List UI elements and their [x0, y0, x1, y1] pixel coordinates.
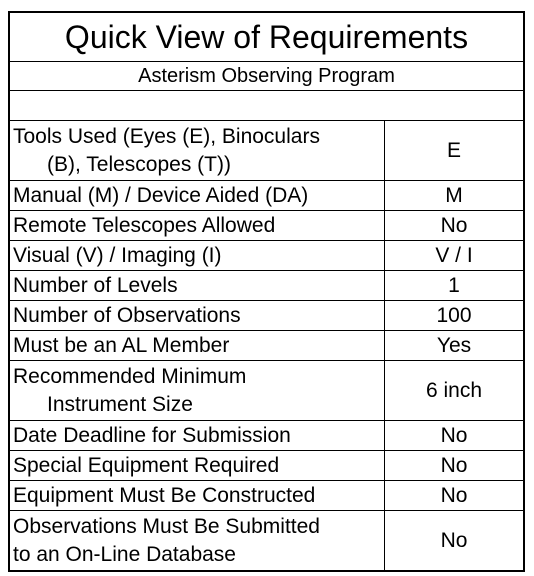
table-row [10, 301, 523, 331]
row-label: Manual (M) / Device Aided (DA) [10, 181, 385, 211]
row-value: 6 inch [385, 361, 524, 421]
program-subtitle: Asterism Observing Program [10, 62, 523, 91]
table-row [10, 331, 523, 361]
table-row [10, 271, 523, 301]
requirements-table [10, 121, 523, 570]
row-value: E [446, 138, 461, 162]
row-label: Number of Levels [10, 271, 385, 301]
blank-row [10, 91, 523, 121]
table-row [10, 451, 523, 481]
row-value: Yes [385, 331, 524, 361]
table-row [10, 361, 523, 421]
requirements-sheet [8, 11, 525, 572]
row-label: Equipment Must Be Constructed [10, 481, 385, 511]
row-value: V / I [385, 241, 524, 271]
row-value: M [385, 181, 524, 211]
row-value: 1 [385, 271, 524, 301]
table-row [10, 181, 523, 211]
row-label: Special Equipment Required [10, 451, 385, 481]
row-label: Date Deadline for Submission [10, 421, 385, 451]
row-value: No [385, 421, 524, 451]
row-label-line: Recommended Minimum [13, 364, 247, 388]
row-label-line: (B), Telescopes (T)) [47, 152, 231, 176]
row-label: Must be an AL Member [10, 331, 385, 361]
row-label-line: Instrument Size [47, 392, 193, 416]
row-value: No [385, 451, 524, 481]
row-label-line: Observations Must Be Submitted [13, 514, 320, 538]
row-label [10, 121, 385, 181]
row-value: No [385, 211, 524, 241]
row-value: No [385, 481, 524, 511]
row-label: Number of Observations [10, 301, 385, 331]
row-value: No [385, 511, 524, 571]
page-title: Quick View of Requirements [10, 13, 523, 62]
row-label: Remote Telescopes Allowed [10, 211, 385, 241]
table-row [10, 481, 523, 511]
row-value: 100 [385, 301, 524, 331]
table-row [10, 421, 523, 451]
row-label-line: Tools Used (Eyes (E), Binoculars [13, 124, 320, 148]
table-row [10, 241, 523, 271]
row-label: Visual (V) / Imaging (I) [10, 241, 385, 271]
row-label [10, 511, 385, 571]
table-row [10, 511, 523, 571]
row-label [10, 361, 385, 421]
table-row [10, 121, 523, 181]
table-row [10, 211, 523, 241]
row-label-line: to an On-Line Database [13, 542, 236, 566]
